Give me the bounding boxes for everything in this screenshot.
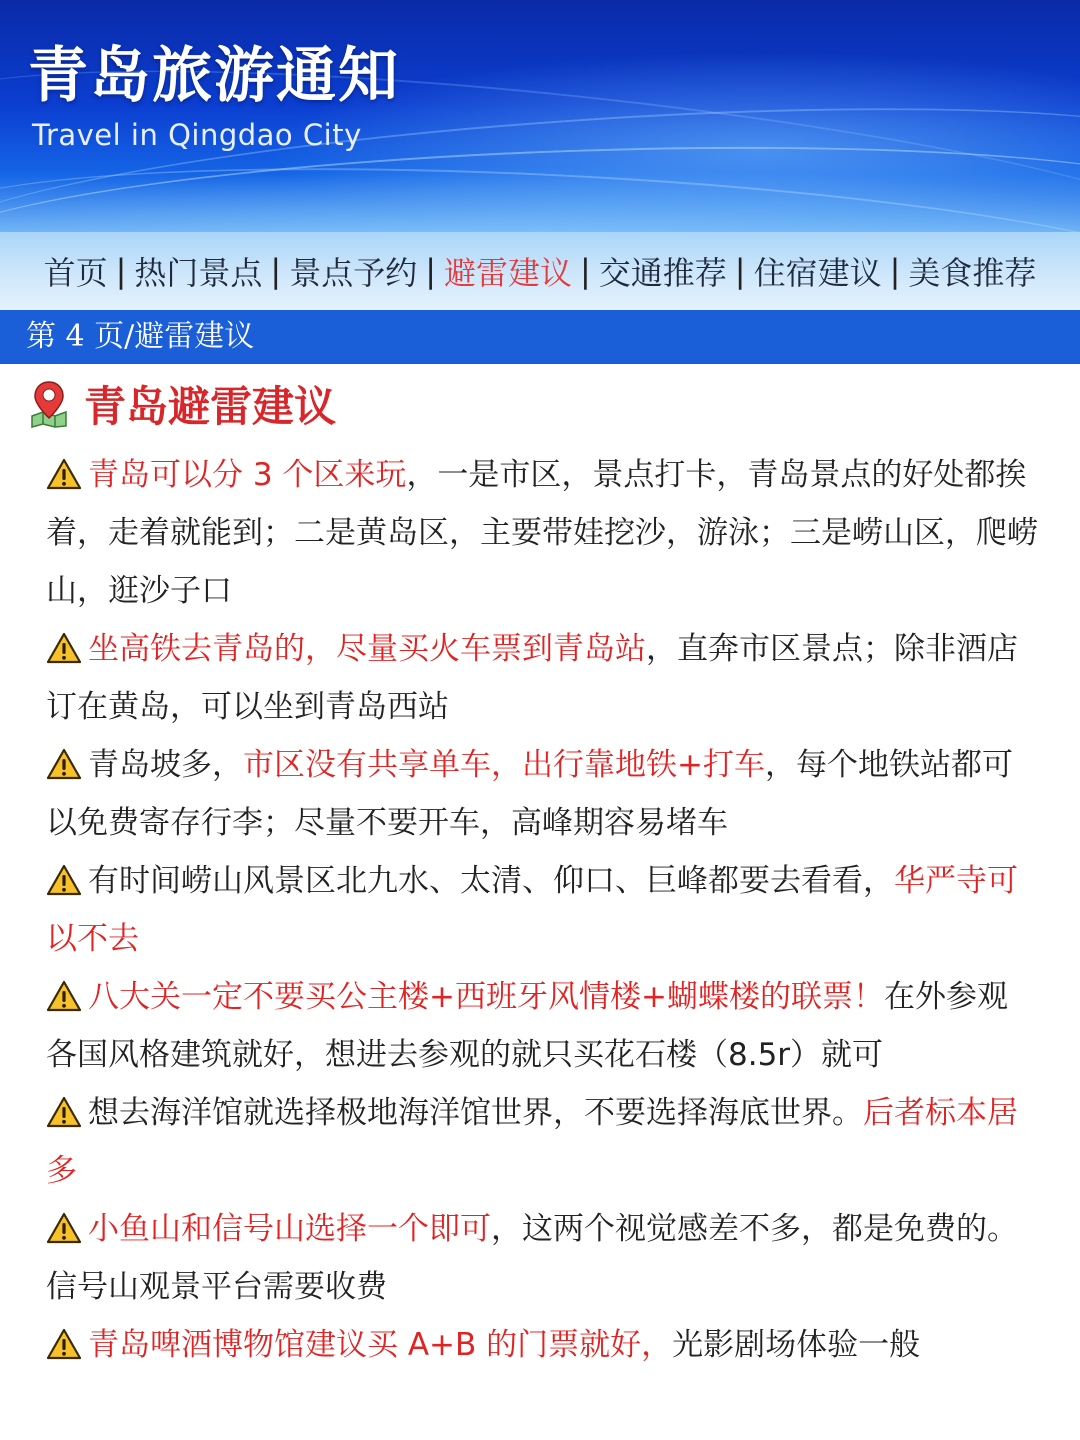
tips-list bbox=[46, 446, 1038, 1374]
tip-item bbox=[46, 968, 1038, 1084]
tip-highlight-text: 华严寺可以不去 bbox=[46, 863, 1018, 957]
warning-icon bbox=[46, 973, 82, 1005]
nav-separator: | bbox=[270, 252, 282, 290]
page-subtitle: Travel in Qingdao City bbox=[32, 118, 362, 152]
nav-item-5[interactable]: 住宿建议 bbox=[753, 254, 882, 292]
nav-item-4[interactable]: 交通推荐 bbox=[598, 254, 727, 292]
nav-separator: | bbox=[580, 252, 591, 290]
nav-item-3[interactable]: 避雷建议 bbox=[443, 254, 572, 292]
tip-item bbox=[46, 852, 1038, 968]
tip-highlight-text: 小鱼山和信号山选择一个即可 bbox=[88, 1211, 491, 1247]
nav-separator: | bbox=[734, 252, 746, 290]
tip-text: 有时间崂山风景区北九水、太清、仰口、巨峰都要去看看， bbox=[88, 863, 894, 899]
nav-separator: | bbox=[115, 252, 127, 290]
warning-icon bbox=[46, 741, 82, 773]
tip-item bbox=[46, 736, 1038, 852]
tip-highlight-text: 坐高铁去青岛的，尽量买火车票到青岛站 bbox=[88, 631, 646, 667]
tip-highlight-text: 青岛可以分 3 个区来玩 bbox=[88, 457, 407, 493]
tip-item bbox=[46, 1316, 1038, 1374]
tip-highlight-text: 青岛啤酒博物馆建议买 A+B 的门票就好， bbox=[88, 1327, 673, 1363]
tip-item bbox=[46, 1084, 1038, 1200]
tip-text: 光影剧场体验一般 bbox=[672, 1327, 921, 1363]
tip-text: ，直奔市区景点；除非酒店订在黄岛，可以坐到青岛西站 bbox=[46, 631, 1018, 725]
warning-icon bbox=[46, 1321, 82, 1353]
tip-highlight-text: 八大关一定不要买公主楼+西班牙风情楼+蝴蝶楼的联票！ bbox=[88, 979, 884, 1015]
tip-text: 青岛坡多， bbox=[88, 747, 243, 783]
tip-item bbox=[46, 620, 1038, 736]
tip-text: 在外参观各国风格建筑就好，想进去参观的就只买花石楼（8.5r）就可 bbox=[46, 979, 1008, 1073]
nav-separator: | bbox=[889, 252, 901, 290]
map-pin-icon bbox=[28, 380, 70, 428]
warning-icon bbox=[46, 857, 82, 889]
nav-item-6[interactable]: 美食推荐 bbox=[908, 254, 1037, 292]
warning-icon bbox=[46, 451, 82, 483]
tip-text: ，一是市区，景点打卡，青岛景点的好处都挨着，走着就能到；二是黄岛区，主要带娃挖沙，游泳；三是崂山区，爬崂山，逛沙子口 bbox=[46, 457, 1038, 609]
nav-item-0[interactable]: 首页 bbox=[43, 254, 108, 292]
warning-icon bbox=[46, 1205, 82, 1237]
nav-item-1[interactable]: 热门景点 bbox=[134, 254, 263, 292]
tip-text: 想去海洋馆就选择极地海洋馆世界，不要选择海底世界。 bbox=[88, 1095, 863, 1131]
warning-icon bbox=[46, 1089, 82, 1121]
nav-separator: | bbox=[425, 252, 436, 290]
tip-item bbox=[46, 1200, 1038, 1316]
tip-highlight-text: 后者标本居多 bbox=[46, 1095, 1018, 1189]
tip-item bbox=[46, 446, 1038, 620]
section-heading bbox=[28, 374, 336, 434]
tip-highlight-text: 市区没有共享单车，出行靠地铁+打车 bbox=[243, 747, 765, 783]
warning-icon bbox=[46, 625, 82, 657]
top-navigation bbox=[0, 232, 1080, 310]
header-banner bbox=[0, 0, 1080, 232]
tip-text: ，每个地铁站都可以免费寄存行李；尽量不要开车，高峰期容易堵车 bbox=[46, 747, 1013, 841]
page-indicator: 第 4 页/避雷建议 bbox=[0, 310, 1080, 364]
page-title: 青岛旅游通知 bbox=[28, 41, 400, 111]
nav-item-2[interactable]: 景点予约 bbox=[289, 254, 418, 292]
section-title: 青岛避雷建议 bbox=[84, 382, 337, 431]
tip-text: ，这两个视觉感差不多，都是免费的。信号山观景平台需要收费 bbox=[46, 1211, 1018, 1305]
